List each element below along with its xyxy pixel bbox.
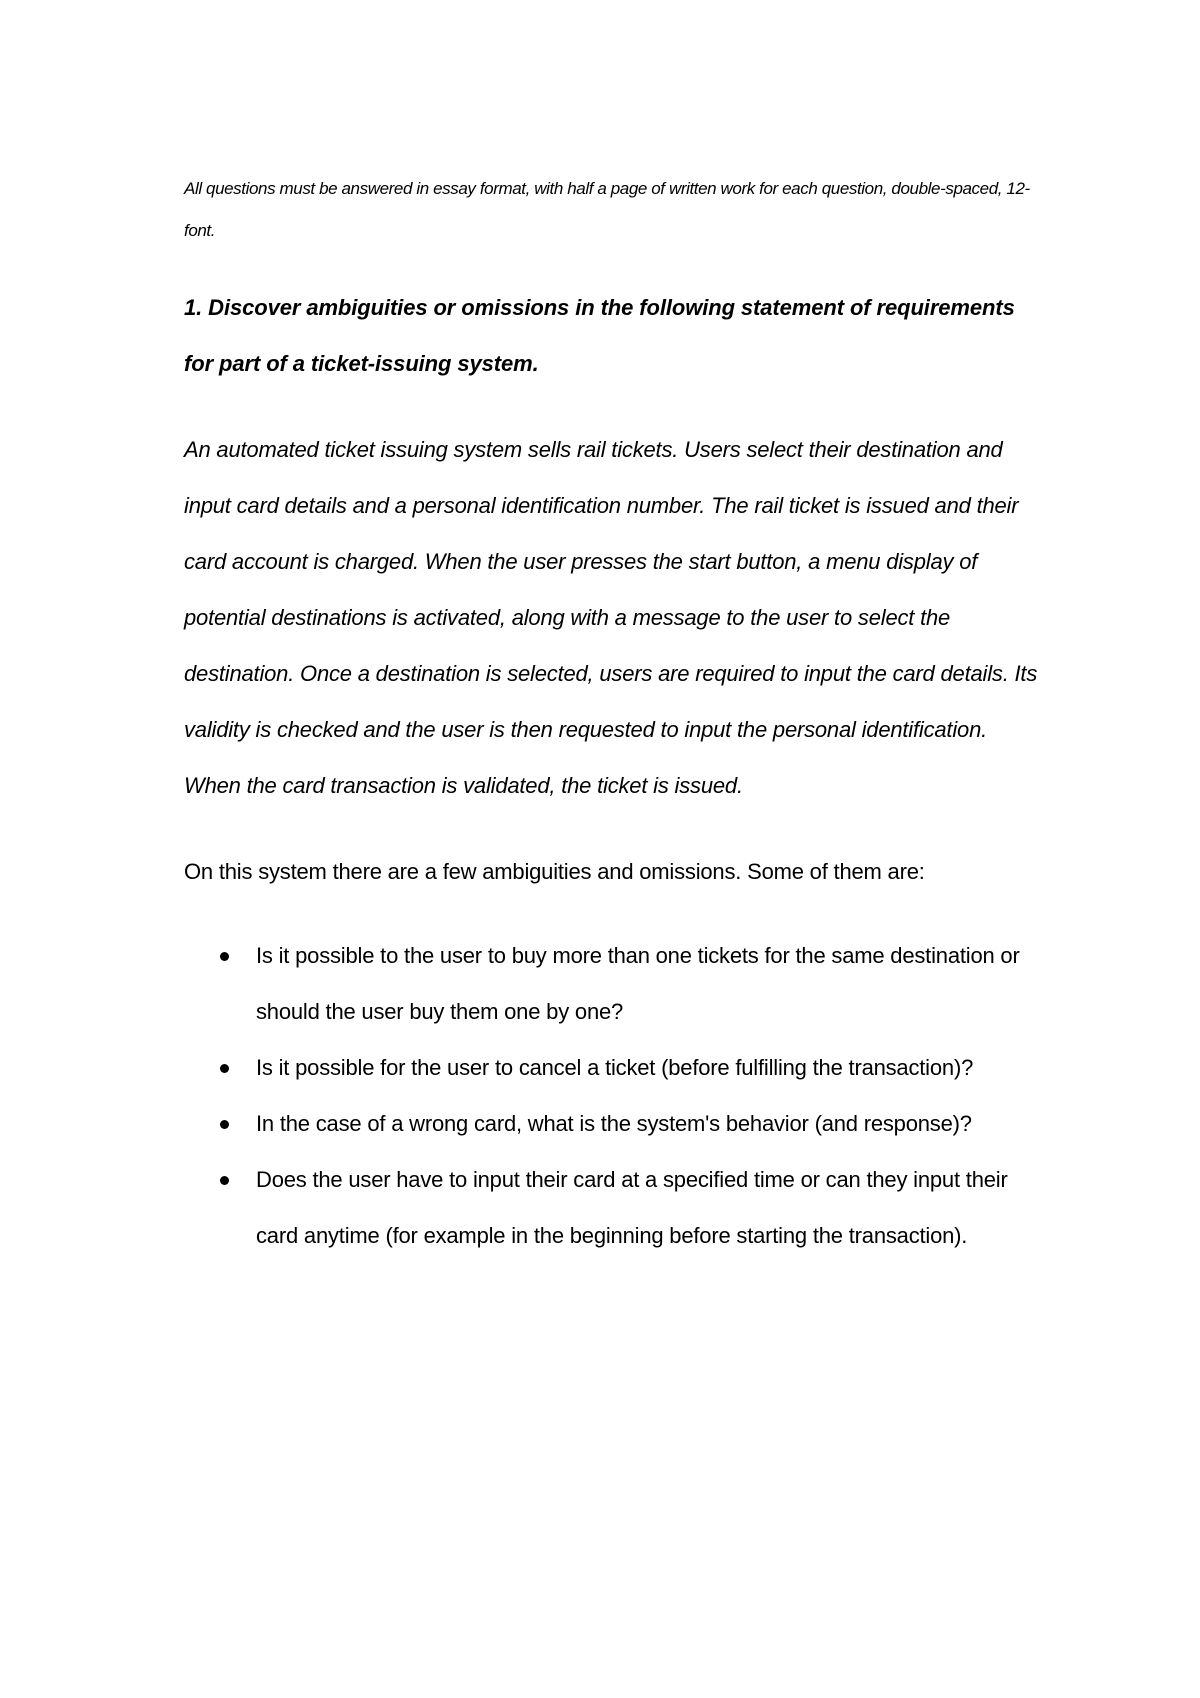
bullet-icon xyxy=(220,1120,229,1129)
list-item xyxy=(184,1096,1044,1152)
answer-intro: On this system there are a few ambiguities and omissions. Some of them are: xyxy=(184,859,925,884)
answer-list xyxy=(184,928,1044,1264)
list-item xyxy=(184,928,1044,1040)
list-item xyxy=(184,1040,1044,1096)
list-item-text: Is it possible to the user to buy more than one tickets for the same destination or should the user buy them one by one? xyxy=(256,943,1020,1024)
list-item xyxy=(184,1152,1044,1264)
question-heading: 1. Discover ambiguities or omissions in the following statement of requirements for part of a ticket-issuing system. xyxy=(184,295,1015,376)
list-item-text: Does the user have to input their card at a specified time or can they input their card anytime (for example in the beginning before starting the transaction). xyxy=(256,1167,1008,1248)
scenario-paragraph: An automated ticket issuing system sells rail tickets. Users select their destination and input card details and a personal identification number. The rail ticket is issued and their card account is charged. When the user presses the start button, a menu display of potential destinations is activated, along with a message to the user to select the destination. Once a destination is selected, users are required to input the card details. Its validity is checked and the user is then requested to input the personal identification. When the card transaction is validated, the ticket is issued. xyxy=(184,437,1038,798)
bullet-icon xyxy=(220,1176,229,1185)
bullet-icon xyxy=(220,1064,229,1073)
list-item-text: Is it possible for the user to cancel a ticket (before fulfilling the transaction)? xyxy=(256,1055,974,1080)
list-item-text: In the case of a wrong card, what is the system's behavior (and response)? xyxy=(256,1111,972,1136)
document-body xyxy=(184,168,1044,1264)
instructions-text: All questions must be answered in essay format, with half a page of written work for each question, double-spaced, 12-font. xyxy=(184,179,1030,240)
bullet-icon xyxy=(220,952,229,961)
